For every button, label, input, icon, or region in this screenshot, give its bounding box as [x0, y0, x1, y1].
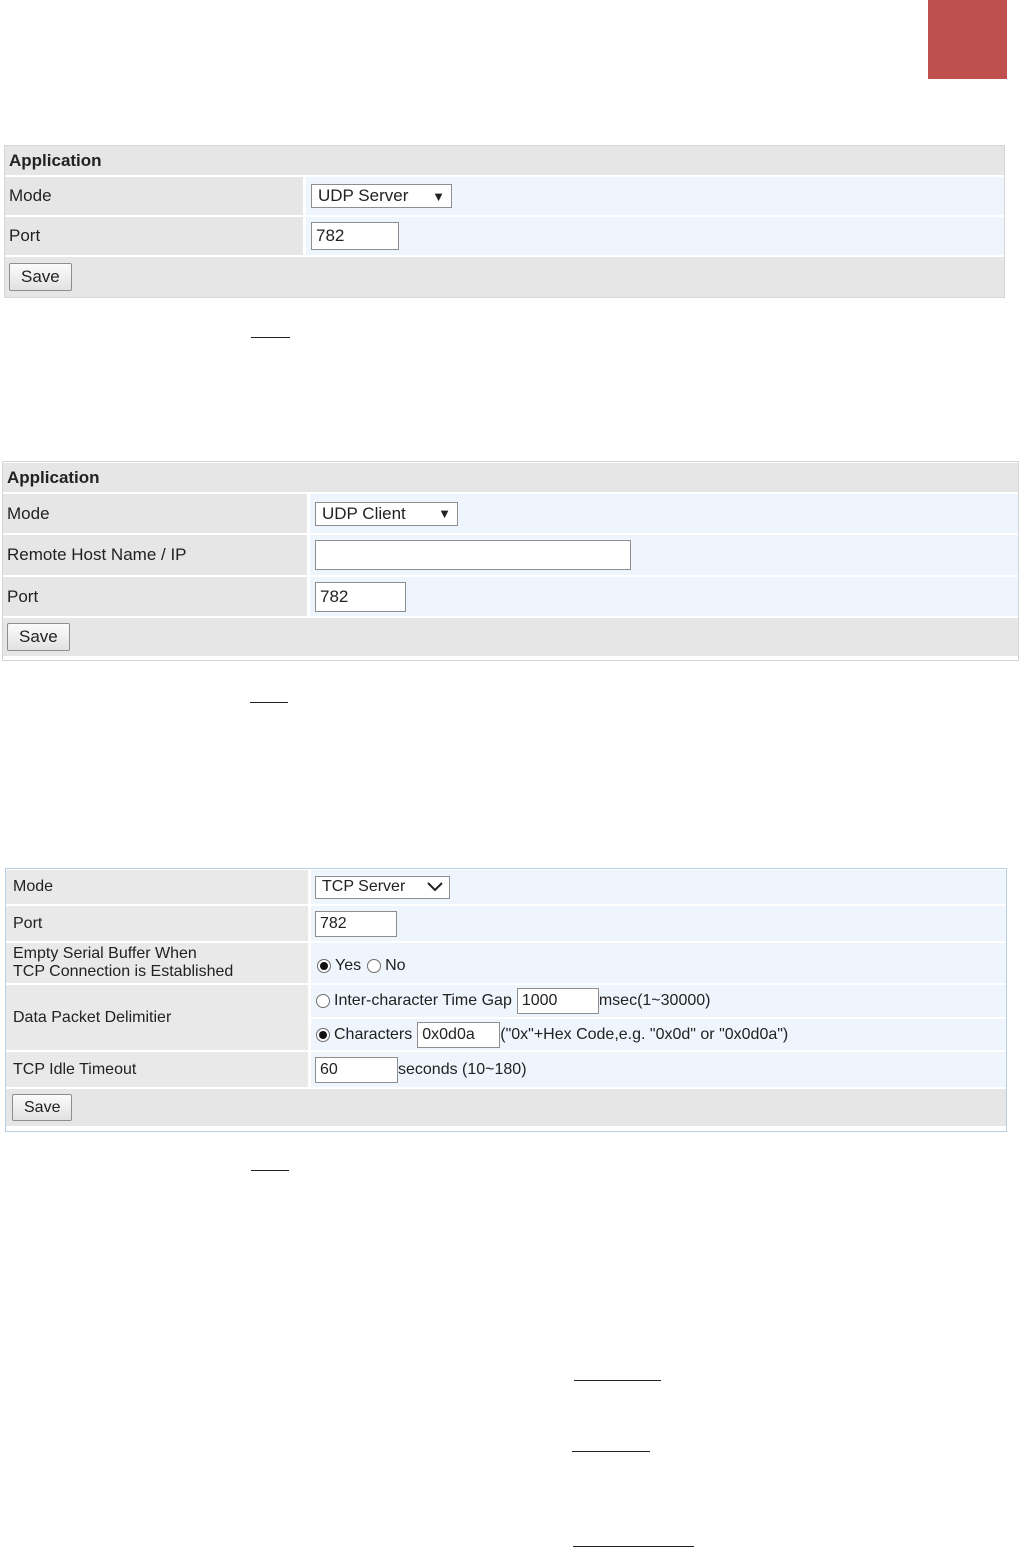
delimiter-label: Data Packet Delimitier: [6, 985, 308, 1050]
mode-value-cell: [310, 494, 1018, 533]
empty-buffer-label: [6, 943, 308, 983]
mode-row: [5, 177, 1004, 215]
save-button[interactable]: Save: [9, 263, 72, 291]
chevron-down-icon: [427, 882, 443, 892]
gap-option-label: Inter-character Time Gap: [334, 992, 512, 1009]
remote-host-value-cell: [310, 535, 1018, 575]
empty-buffer-value-cell: [311, 943, 1006, 983]
mode-row: [6, 870, 1006, 904]
mode-select-value: UDP Client: [322, 503, 406, 523]
no-radio[interactable]: [367, 959, 381, 973]
port-label: Port: [5, 217, 303, 255]
idle-timeout-unit: seconds (10~180): [398, 1060, 527, 1078]
port-value-cell: [306, 217, 1004, 255]
empty-buffer-label-line2: TCP Connection is Established: [13, 963, 234, 980]
chars-radio[interactable]: [316, 1028, 330, 1042]
chars-hint: ("0x"+Hex Code,e.g. "0x0d" or "0x0d0a"): [500, 1025, 789, 1043]
delimiter-value-cell: [311, 985, 1006, 1050]
save-button[interactable]: Save: [7, 623, 70, 651]
save-row: [6, 1089, 1006, 1126]
idle-timeout-input[interactable]: 60: [315, 1057, 398, 1083]
port-label: Port: [6, 906, 308, 941]
mode-label: Mode: [6, 870, 308, 904]
mode-select-value: TCP Server: [322, 878, 406, 895]
mode-value-cell: [306, 177, 1004, 215]
idle-timeout-row: [6, 1052, 1006, 1087]
text-underline: [573, 1546, 694, 1547]
panel-header: Application: [5, 146, 1004, 175]
yes-radio-label: Yes: [335, 957, 362, 974]
mode-select[interactable]: [315, 502, 458, 526]
remote-host-input[interactable]: [315, 540, 631, 570]
mode-row: [3, 494, 1018, 533]
gap-input[interactable]: 1000: [517, 988, 599, 1014]
mode-select-value: UDP Server: [318, 186, 409, 205]
port-value-cell: [311, 906, 1006, 941]
port-row: [5, 217, 1004, 255]
chars-option-label: Characters: [334, 1025, 413, 1043]
port-value-cell: [310, 577, 1018, 616]
yes-radio[interactable]: [317, 959, 331, 973]
gap-unit: msec(1~30000): [598, 992, 711, 1009]
chars-input[interactable]: 0x0d0a: [417, 1022, 500, 1048]
udp-server-panel: [4, 145, 1005, 298]
gap-radio[interactable]: [316, 994, 330, 1008]
corner-accent-block: [928, 0, 1007, 79]
dropdown-arrow-icon: ▼: [432, 188, 445, 204]
empty-buffer-row: [6, 943, 1006, 983]
text-underline: [251, 1170, 289, 1171]
port-label: Port: [3, 577, 307, 616]
delimiter-row: [6, 985, 1006, 1050]
no-radio-label: No: [385, 957, 406, 974]
dropdown-arrow-icon: ▼: [438, 506, 451, 521]
chars-option-row: [311, 1019, 1006, 1050]
port-input[interactable]: 782: [315, 582, 406, 612]
save-row: [3, 618, 1018, 656]
text-underline: [251, 337, 290, 338]
port-row: [3, 577, 1018, 616]
save-button[interactable]: Save: [12, 1094, 72, 1121]
udp-client-panel: [2, 461, 1019, 661]
remote-host-row: [3, 535, 1018, 575]
mode-label: Mode: [5, 177, 303, 215]
empty-buffer-label-line1: Empty Serial Buffer When: [13, 945, 197, 962]
text-underline: [572, 1451, 650, 1452]
gap-option-row: [311, 985, 1006, 1017]
save-row: [5, 257, 1004, 297]
port-input[interactable]: 782: [311, 222, 399, 250]
mode-label: Mode: [3, 494, 307, 533]
mode-value-cell: [311, 870, 1006, 904]
panel-header: Application: [3, 463, 1018, 492]
tcp-server-panel: [5, 868, 1007, 1132]
text-underline: [250, 702, 288, 703]
mode-select[interactable]: [315, 876, 450, 899]
mode-select[interactable]: [311, 184, 452, 208]
text-underline: [574, 1380, 661, 1381]
idle-timeout-label: TCP Idle Timeout: [6, 1052, 308, 1087]
remote-host-label: Remote Host Name / IP: [3, 535, 307, 575]
idle-timeout-value-cell: [311, 1052, 1006, 1087]
port-input[interactable]: 782: [315, 911, 397, 937]
port-row: [6, 906, 1006, 941]
